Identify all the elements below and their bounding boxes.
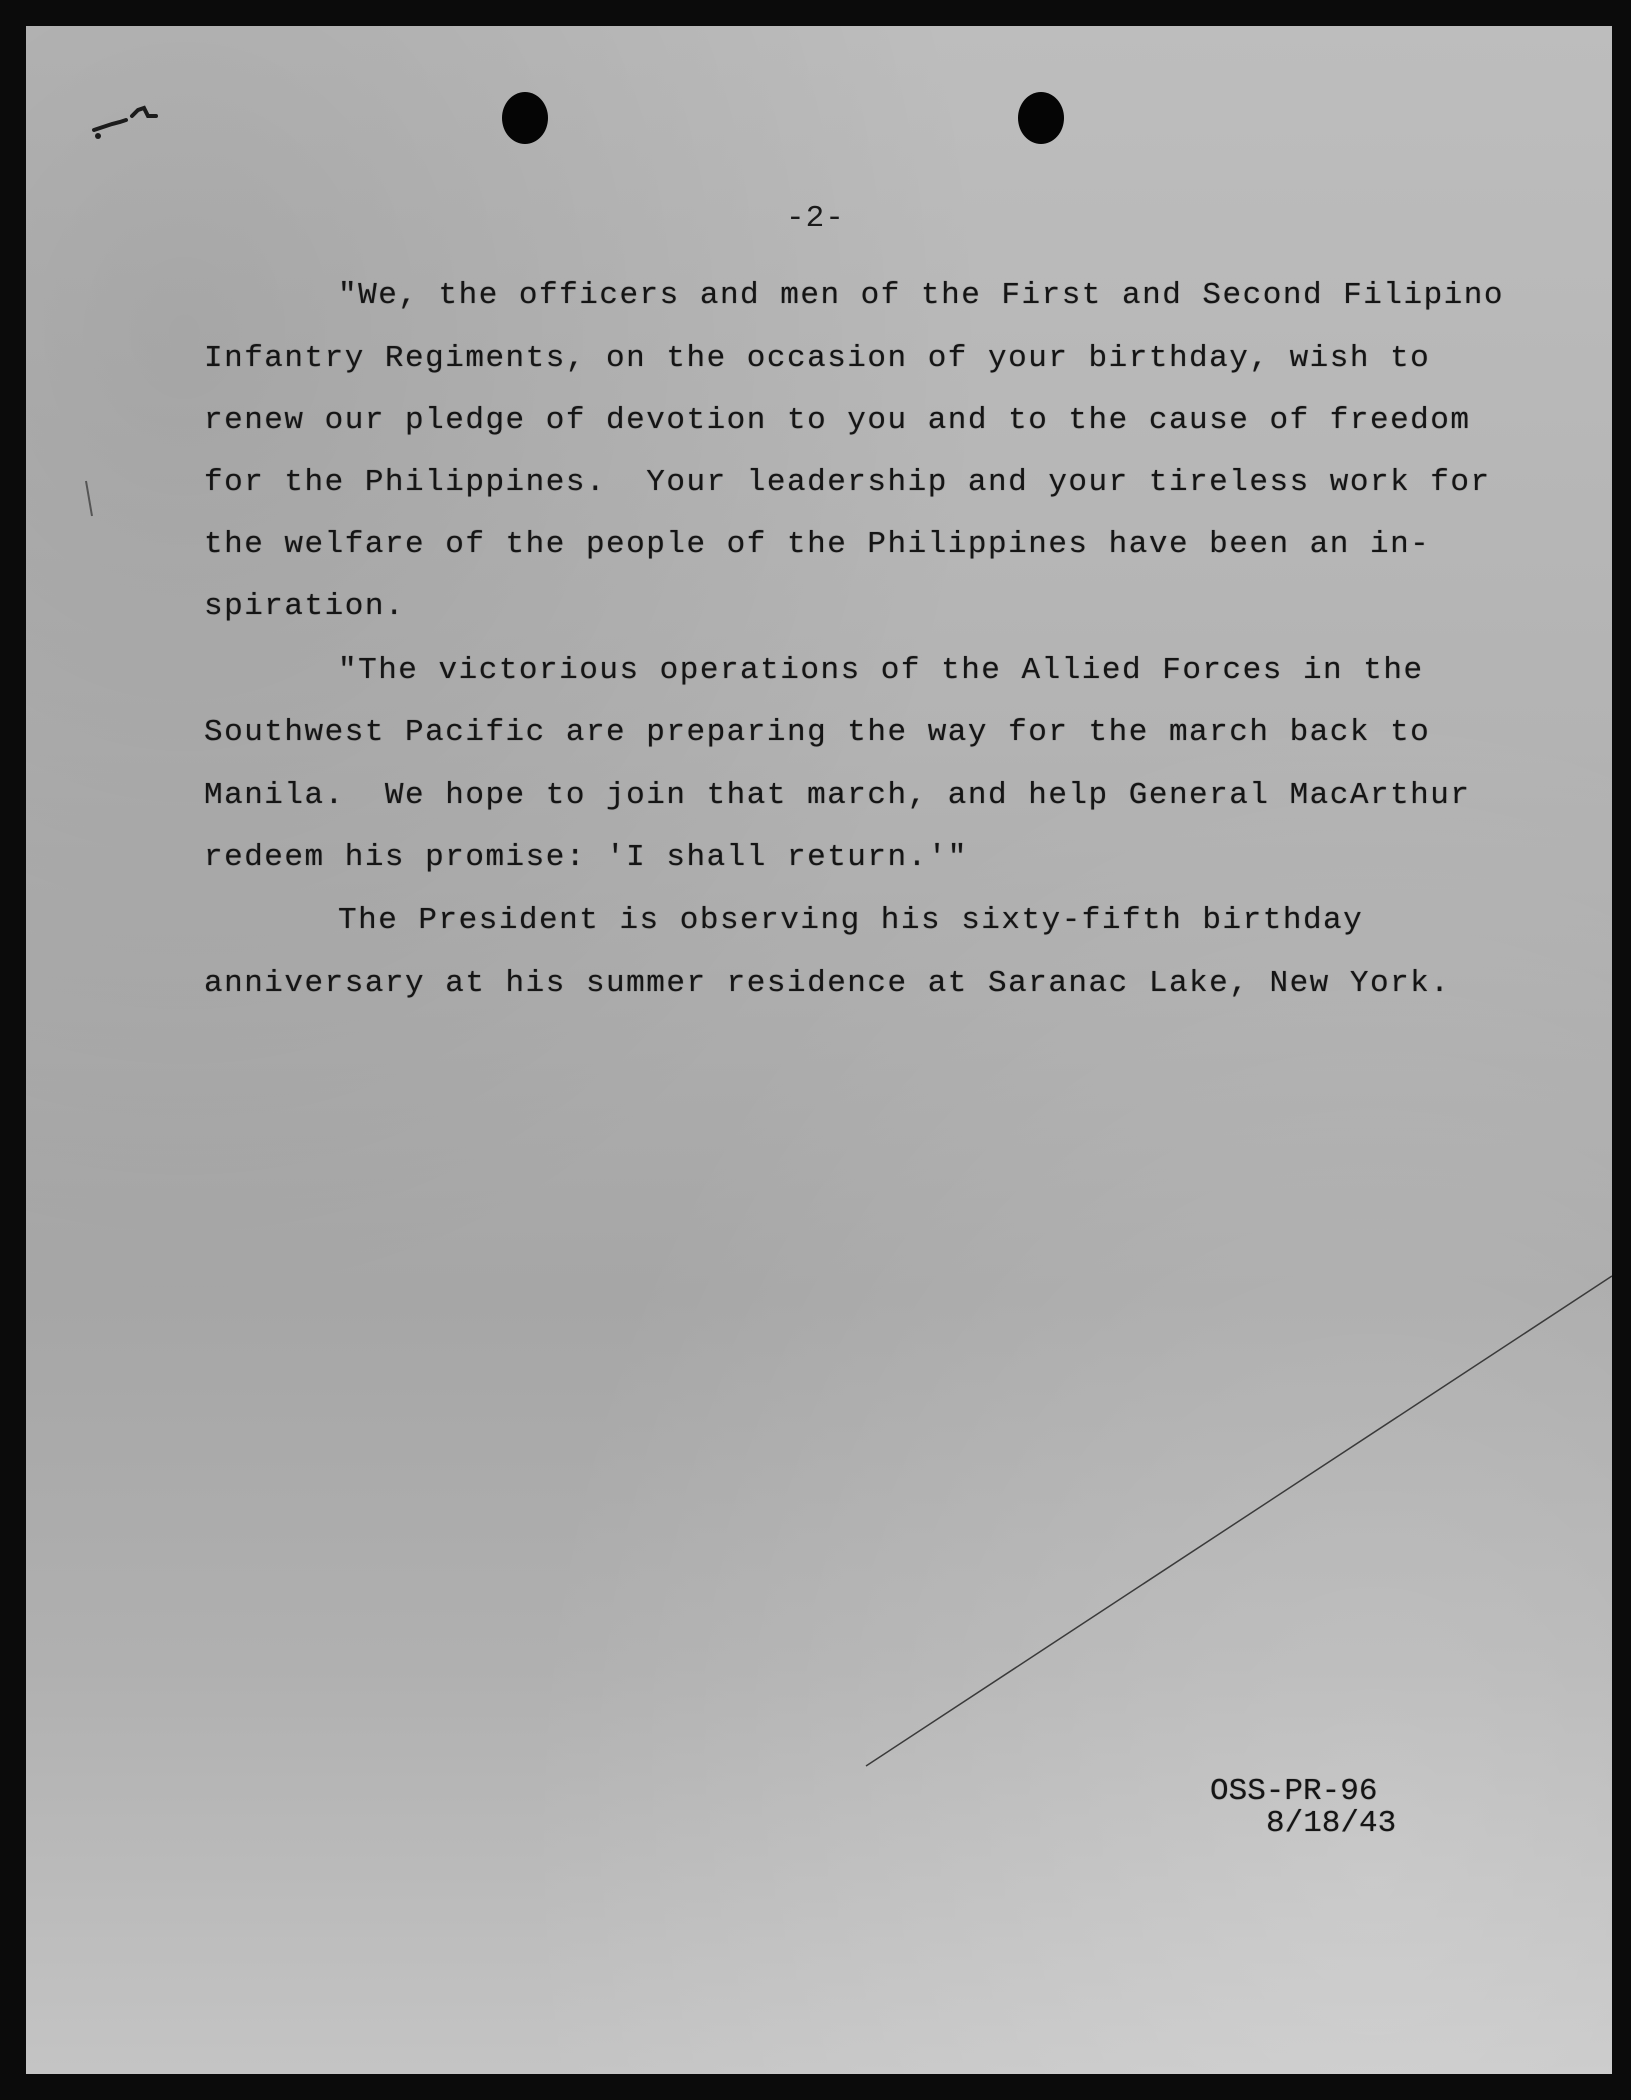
punch-hole-right xyxy=(1018,92,1064,144)
body-line-11: The President is observing his sixty-fifth birthday xyxy=(338,903,1364,938)
body-line-7: "The victorious operations of the Allied Forces in the xyxy=(338,653,1424,688)
reference-date: 8/18/43 xyxy=(1266,1806,1397,1841)
ink-smudge xyxy=(86,86,166,156)
page-number: -2- xyxy=(786,201,845,236)
body-line-4: for the Philippines. Your leadership and your tireless work for xyxy=(204,465,1491,500)
body-line-8: Southwest Pacific are preparing the way for the march back to xyxy=(204,715,1431,750)
body-line-5: the welfare of the people of the Philippines have been an in- xyxy=(204,527,1431,562)
body-line-1: "We, the officers and men of the First and Second Filipino xyxy=(338,278,1504,313)
body-line-12: anniversary at his summer residence at Saranac Lake, New York. xyxy=(204,966,1451,1001)
scan-scratch-line xyxy=(26,26,1612,2074)
reference-code: OSS-PR-96 xyxy=(1210,1774,1378,1809)
body-line-3: renew our pledge of devotion to you and to the cause of freedom xyxy=(204,403,1471,438)
body-line-2: Infantry Regiments, on the occasion of your birthday, wish to xyxy=(204,341,1431,376)
body-line-10: redeem his promise: 'I shall return.'" xyxy=(204,840,968,875)
body-line-6: spiration. xyxy=(204,589,406,624)
document-page xyxy=(26,26,1612,2074)
punch-hole-left xyxy=(502,92,548,144)
body-line-9: Manila. We hope to join that march, and help General MacArthur xyxy=(204,778,1471,813)
